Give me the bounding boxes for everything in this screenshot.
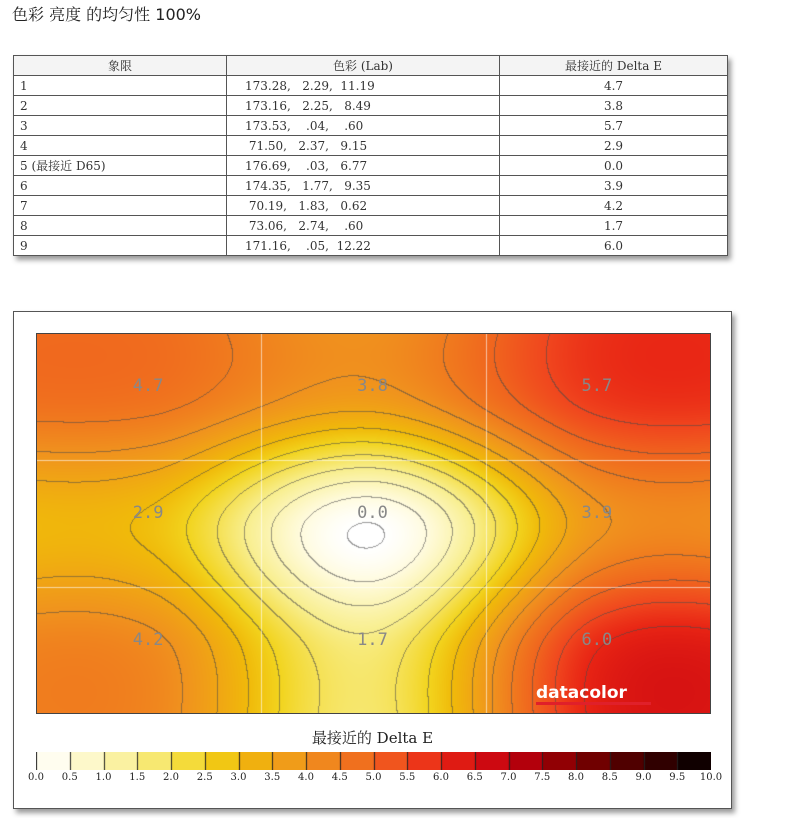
delta-e-cell: 4.7 <box>500 76 728 96</box>
colorbar-tick-label: 7.0 <box>500 772 517 783</box>
colorbar-tick-label: 10.0 <box>699 772 723 783</box>
colorbar <box>36 752 711 770</box>
quadrant-cell: 2 <box>14 96 227 116</box>
colorbar-tick-label: 0.5 <box>61 772 78 783</box>
colorbar-tick-label: 4.0 <box>298 772 314 783</box>
colorbar-tick-label: 0.0 <box>28 772 44 783</box>
colorbar-tick-label: 9.0 <box>635 772 652 783</box>
delta-e-cell: 5.7 <box>500 116 728 136</box>
table-row <box>14 116 728 136</box>
table-row <box>14 176 728 196</box>
quadrant-cell: 3 <box>14 116 227 136</box>
quadrant-label: 6.0 <box>581 629 613 650</box>
table-row <box>14 136 728 156</box>
lab-cell: 173.16, 2.25, 8.49 <box>227 96 500 116</box>
lab-cell: 173.28, 2.29, 11.19 <box>227 76 500 96</box>
header-delta-e: 最接近的 Delta E <box>500 56 728 76</box>
lab-cell: 71.50, 2.37, 9.15 <box>227 136 500 156</box>
colorbar-tick-label: 2.0 <box>163 772 179 783</box>
header-quadrant: 象限 <box>14 56 227 76</box>
delta-e-cell: 1.7 <box>500 216 728 236</box>
quadrant-cell: 5 (最接近 D65) <box>14 156 227 176</box>
header-lab: 色彩 (Lab) <box>227 56 500 76</box>
colorbar-tick-label: 8.0 <box>568 772 584 783</box>
colorbar-tick-label: 2.5 <box>196 772 213 783</box>
datacolor-logo: datacolor <box>536 684 651 705</box>
quadrant-label: 1.7 <box>357 629 388 650</box>
page-title: 色彩 亮度 的均匀性 100% <box>12 5 202 24</box>
quadrant-label: 4.2 <box>132 629 164 650</box>
colorbar-tick-label: 6.5 <box>466 772 483 783</box>
table-row <box>14 96 728 116</box>
lab-cell: 171.16, .05, 12.22 <box>227 236 500 256</box>
quadrant-label: 5.7 <box>581 376 613 397</box>
delta-e-cell: 4.2 <box>500 196 728 216</box>
quadrant-cell: 8 <box>14 216 227 236</box>
colorbar-tick-label: 9.5 <box>669 772 686 783</box>
quadrant-label: 3.8 <box>357 376 388 397</box>
quadrant-label: 3.9 <box>581 503 613 524</box>
colorbar-tick-label: 3.0 <box>230 772 247 783</box>
delta-e-cell: 2.9 <box>500 136 728 156</box>
delta-e-cell: 3.8 <box>500 96 728 116</box>
colorbar-tick-label: 7.5 <box>534 772 551 783</box>
colorbar-tick-label: 3.5 <box>264 772 281 783</box>
lab-cell: 176.69, .03, 6.77 <box>227 156 500 176</box>
colorbar-title: 最接近的 Delta E <box>311 729 434 747</box>
table-row <box>14 156 728 176</box>
quadrant-label: 0.0 <box>357 503 388 524</box>
table-row <box>14 236 728 256</box>
lab-cell: 174.35, 1.77, 9.35 <box>227 176 500 196</box>
delta-e-cell: 3.9 <box>500 176 728 196</box>
colorbar-tick-label: 6.0 <box>433 772 449 783</box>
quadrant-label: 4.7 <box>132 376 164 397</box>
colorbar-tick-label: 8.5 <box>601 772 618 783</box>
colorbar-tick-label: 1.5 <box>129 772 146 783</box>
colorbar-tick-label: 5.5 <box>399 772 416 783</box>
colorbar-tick-label: 1.0 <box>95 772 112 783</box>
table-row <box>14 216 728 236</box>
quadrant-cell: 1 <box>14 76 227 96</box>
lab-cell: 173.53, .04, .60 <box>227 116 500 136</box>
quadrant-cell: 4 <box>14 136 227 156</box>
delta-e-cell: 0.0 <box>500 156 728 176</box>
delta-e-cell: 6.0 <box>500 236 728 256</box>
quadrant-cell: 9 <box>14 236 227 256</box>
colorbar-tick-label: 4.5 <box>331 772 348 783</box>
lab-cell: 73.06, 2.74, .60 <box>227 216 500 236</box>
quadrant-cell: 7 <box>14 196 227 216</box>
table-row <box>14 76 728 96</box>
lab-cell: 70.19, 1.83, 0.62 <box>227 196 500 216</box>
quadrant-label: 2.9 <box>132 503 164 524</box>
quadrant-cell: 6 <box>14 176 227 196</box>
colorbar-tick-label: 5.0 <box>365 772 382 783</box>
table-row <box>14 196 728 216</box>
chart-panel <box>13 311 732 809</box>
uniformity-table <box>13 55 728 256</box>
